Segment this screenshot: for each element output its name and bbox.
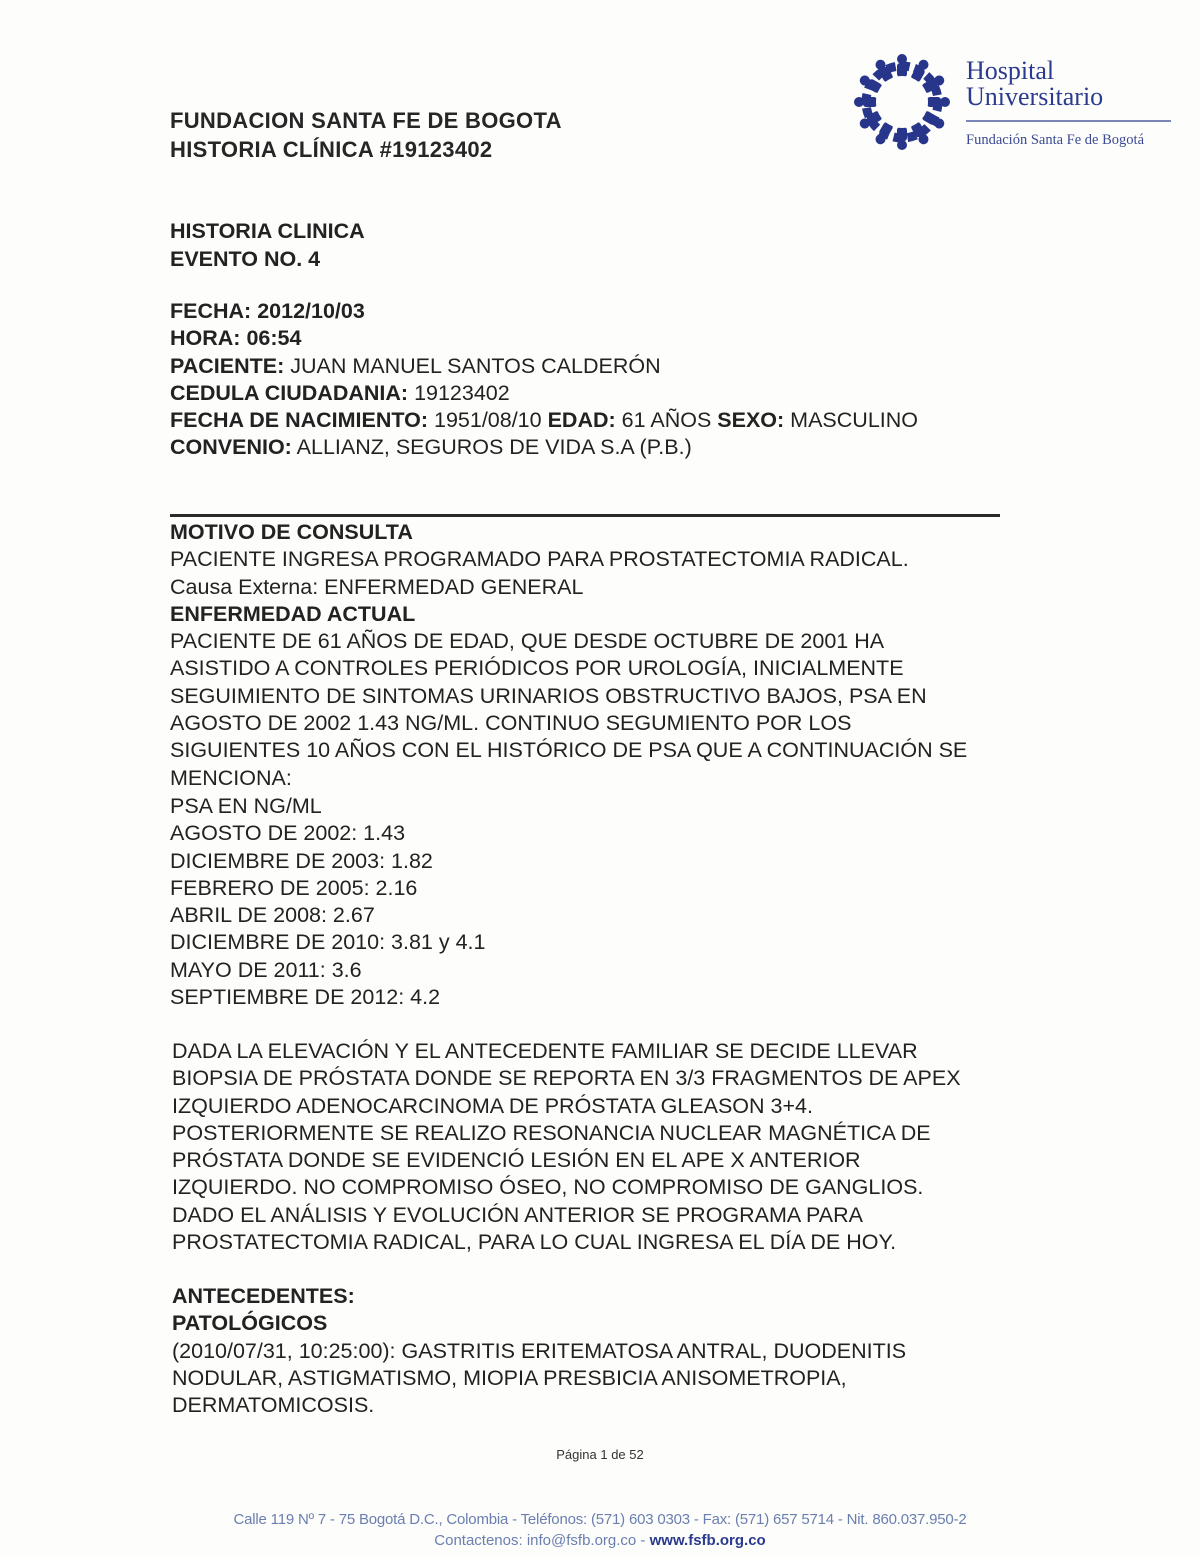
current-illness-heading: ENFERMEDAD ACTUAL bbox=[170, 601, 416, 626]
date-label: FECHA: bbox=[170, 299, 252, 323]
date-row bbox=[170, 298, 918, 325]
evolution-line: PRÓSTATA DONDE SE EVIDENCIÓ LESIÓN EN EL APE X ANTERIOR bbox=[172, 1148, 861, 1173]
psa-history bbox=[170, 793, 485, 1011]
insurance-row bbox=[170, 434, 918, 461]
evolution-line: POSTERIORMENTE SE REALIZO RESONANCIA NUCLEAR MAGNÉTICA DE bbox=[172, 1120, 931, 1145]
history-line: DERMATOMICOSIS. bbox=[172, 1393, 375, 1418]
patient-name: JUAN MANUEL SANTOS CALDERÓN bbox=[290, 353, 661, 378]
event-title: HISTORIA CLINICA bbox=[170, 219, 365, 243]
psa-heading: PSA EN NG/ML bbox=[170, 794, 322, 818]
logo-line-1: Hospital bbox=[966, 56, 1055, 85]
logo-divider bbox=[966, 120, 1171, 122]
logo-line-2: Universitario bbox=[966, 82, 1104, 111]
illness-line: SEGUIMIENTO DE SINTOMAS URINARIOS OBSTRUCTIVO BAJOS, PSA EN bbox=[170, 683, 927, 708]
psa-entry: SEPTIEMBRE DE 2012: 4.2 bbox=[170, 985, 441, 1010]
pathological-heading: PATOLÓGICOS bbox=[172, 1311, 328, 1336]
birth-row bbox=[170, 407, 918, 434]
evolution-line: DADO EL ANÁLISIS Y EVOLUCIÓN ANTERIOR SE PROGRAMA PARA bbox=[172, 1202, 863, 1227]
history-line: (2010/07/31, 10:25:00): GASTRITIS ERITEMATOSA ANTRAL, DUODENITIS bbox=[172, 1338, 907, 1363]
birth-label: FECHA DE NACIMIENTO: bbox=[170, 408, 428, 433]
footer-contact bbox=[0, 1532, 1200, 1549]
institution-name: FUNDACION SANTA FE DE BOGOTA bbox=[170, 108, 562, 133]
id-row bbox=[170, 380, 918, 407]
page-number: Página 1 de 52 bbox=[556, 1447, 644, 1462]
history-heading: ANTECEDENTES: bbox=[172, 1284, 355, 1308]
current-illness-text bbox=[170, 628, 1068, 792]
psa-entry: ABRIL DE 2008: 2.67 bbox=[170, 903, 375, 928]
history-line: NODULAR, ASTIGMATISMO, MIOPIA PRESBICIA ANISOMETROPIA, bbox=[172, 1365, 847, 1390]
psa-entry: AGOSTO DE 2002: 1.43 bbox=[170, 821, 406, 846]
section-divider bbox=[170, 514, 1000, 517]
sex-label: SEXO: bbox=[717, 408, 785, 433]
illness-line: AGOSTO DE 2002 1.43 NG/ML. CONTINUO SEGUMIENTO POR LOS bbox=[170, 711, 852, 736]
age-value: 61 AÑOS bbox=[621, 408, 712, 433]
hospital-emblem-icon bbox=[852, 52, 952, 152]
id-label: CEDULA CIUDADANIA: bbox=[170, 380, 409, 405]
external-cause: Causa Externa: ENFERMEDAD GENERAL bbox=[170, 574, 584, 599]
age-label: EDAD: bbox=[547, 408, 616, 433]
insurance-label: CONVENIO: bbox=[170, 435, 292, 460]
patient-info bbox=[170, 298, 918, 462]
illness-line: SIGUIENTES 10 AÑOS CON EL HISTÓRICO DE PSA QUE A CONTINUACIÓN SE bbox=[170, 738, 968, 763]
illness-line: MENCIONA: bbox=[170, 765, 292, 790]
evolution-line: IZQUIERDO ADENOCARCINOMA DE PRÓSTATA GLEASON 3+4. bbox=[172, 1093, 813, 1118]
time-row bbox=[170, 325, 918, 352]
logo-title bbox=[966, 58, 1103, 110]
event-number: EVENTO NO. 4 bbox=[170, 247, 321, 271]
patient-label: PACIENTE: bbox=[170, 353, 285, 378]
sex-value: MASCULINO bbox=[790, 408, 918, 433]
id-value: 19123402 bbox=[414, 380, 510, 405]
birth-value: 1951/08/10 bbox=[433, 408, 542, 433]
psa-entry: DICIEMBRE DE 2003: 1.82 bbox=[170, 848, 433, 873]
footer-email: Contactenos: info@fsfb.org.co - bbox=[434, 1532, 650, 1549]
psa-entry: DICIEMBRE DE 2010: 3.81 y 4.1 bbox=[170, 930, 486, 955]
time-value: 06:54 bbox=[246, 326, 302, 351]
illness-line: PACIENTE DE 61 AÑOS DE EDAD, QUE DESDE OCTUBRE DE 2001 HA bbox=[170, 629, 885, 654]
footer-website-link[interactable]: www.fsfb.org.co bbox=[649, 1532, 766, 1549]
evolution-line: BIOPSIA DE PRÓSTATA DONDE SE REPORTA EN 3/3 FRAGMENTOS DE APEX bbox=[172, 1066, 961, 1091]
evolution-line: DADA LA ELEVACIÓN Y EL ANTECEDENTE FAMILIAR SE DECIDE LLEVAR bbox=[172, 1039, 918, 1063]
insurance-value: ALLIANZ, SEGUROS DE VIDA S.A (P.B.) bbox=[296, 435, 692, 460]
reason-heading: MOTIVO DE CONSULTA bbox=[170, 520, 413, 544]
footer-address: Calle 119 Nº 7 - 75 Bogotá D.C., Colombia - Teléfonos: (571) 603 0303 - Fax: (571) 657 5714 - Nit. 860.037.950-2 bbox=[233, 1511, 967, 1528]
evolution-line: IZQUIERDO. NO COMPROMISO ÓSEO, NO COMPROMISO DE GANGLIOS. bbox=[172, 1175, 924, 1200]
illness-line: ASISTIDO A CONTROLES PERIÓDICOS POR UROLOGÍA, INICIALMENTE bbox=[170, 656, 904, 681]
evolution-line: PROSTATECTOMIA RADICAL, PARA LO CUAL INGRESA EL DÍA DE HOY. bbox=[172, 1230, 897, 1255]
patient-row bbox=[170, 353, 918, 380]
hospital-logo bbox=[852, 52, 1182, 162]
history-section bbox=[172, 1283, 1068, 1419]
record-title: HISTORIA CLÍNICA #19123402 bbox=[170, 137, 493, 162]
reason-text: PACIENTE INGRESA PROGRAMADO PARA PROSTATECTOMIA RADICAL. bbox=[170, 547, 909, 572]
logo-subtitle: Fundación Santa Fe de Bogotá bbox=[966, 132, 1145, 148]
event-title-block bbox=[170, 217, 365, 273]
time-label: HORA: bbox=[170, 326, 241, 351]
psa-entry: MAYO DE 2011: 3.6 bbox=[170, 957, 362, 982]
evolution-paragraph bbox=[172, 1038, 1068, 1256]
consultation-section bbox=[170, 519, 1068, 792]
document-header bbox=[170, 106, 562, 164]
psa-entry: FEBRERO DE 2005: 2.16 bbox=[170, 875, 418, 900]
date-value: 2012/10/03 bbox=[257, 299, 365, 323]
